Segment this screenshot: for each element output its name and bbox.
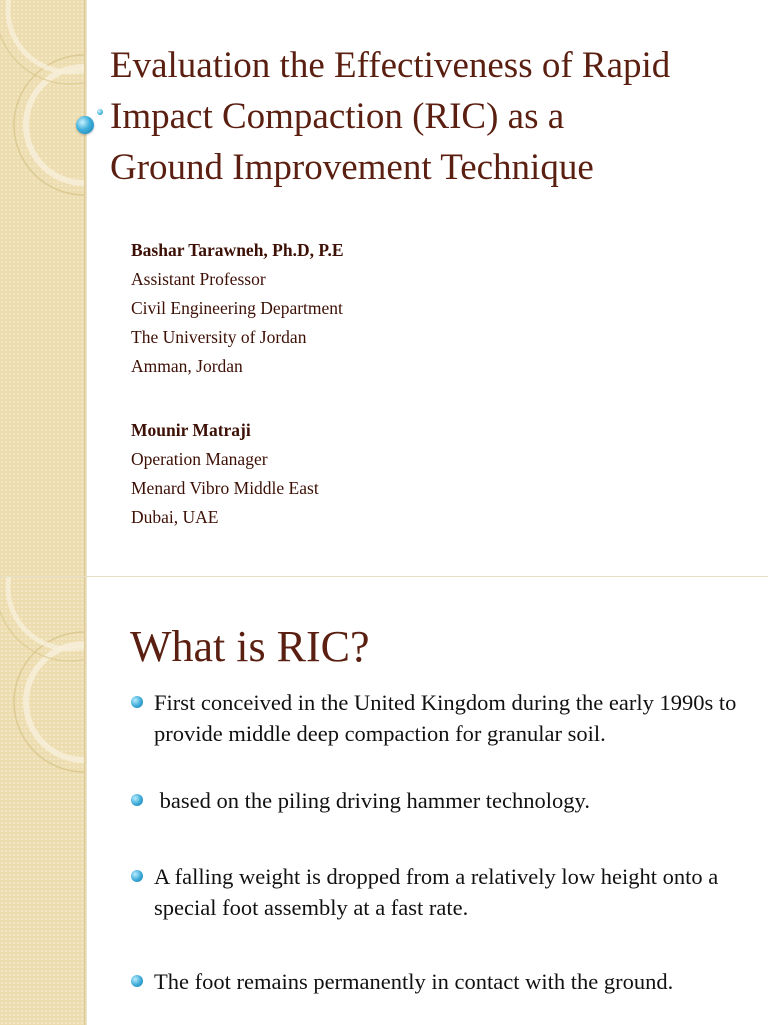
author-detail: Assistant Professor bbox=[131, 269, 266, 289]
title-line: Evaluation the Effectiveness of Rapid bbox=[110, 45, 671, 86]
author-name: Mounir Matraji bbox=[131, 420, 251, 440]
bullet-icon bbox=[131, 975, 143, 987]
accent-small-dot-icon bbox=[97, 109, 103, 115]
decorative-side-band bbox=[0, 0, 84, 576]
bullet-text: based on the piling driving hammer technology. bbox=[154, 788, 590, 813]
slide-heading: What is RIC? bbox=[130, 622, 370, 671]
author-detail: Operation Manager bbox=[131, 449, 268, 469]
bullet-icon bbox=[131, 794, 143, 806]
list-item bbox=[130, 687, 740, 749]
side-band-edge bbox=[84, 577, 87, 1025]
bullet-icon bbox=[131, 696, 143, 708]
accent-bullet-icon bbox=[76, 116, 94, 134]
bullet-text: A falling weight is dropped from a relatively low height onto a special foot assembly at a fast rate. bbox=[154, 864, 719, 920]
list-item bbox=[130, 861, 740, 923]
decorative-circles bbox=[0, 0, 84, 576]
author-block bbox=[131, 416, 319, 532]
title-line: Ground Improvement Technique bbox=[110, 147, 594, 188]
author-detail: The University of Jordan bbox=[131, 327, 307, 347]
bullet-text: The foot remains permanently in contact with the ground. bbox=[154, 969, 674, 994]
author-detail: Amman, Jordan bbox=[131, 356, 243, 376]
decorative-side-band bbox=[0, 577, 84, 1025]
side-band-edge bbox=[84, 0, 87, 576]
author-detail: Dubai, UAE bbox=[131, 507, 219, 527]
content-slide bbox=[0, 576, 768, 1025]
title-line: Impact Compaction (RIC) as a bbox=[110, 96, 565, 137]
author-detail: Civil Engineering Department bbox=[131, 298, 343, 318]
slide-title bbox=[110, 40, 760, 193]
author-name: Bashar Tarawneh, Ph.D, P.E bbox=[131, 240, 344, 260]
list-item bbox=[130, 966, 740, 997]
decorative-circles bbox=[0, 577, 84, 1025]
author-detail: Menard Vibro Middle East bbox=[131, 478, 319, 498]
list-item bbox=[130, 785, 740, 816]
bullet-icon bbox=[131, 870, 143, 882]
bullet-text: First conceived in the United Kingdom during the early 1990s to provide middle deep compaction for granular soil. bbox=[154, 690, 737, 746]
author-block bbox=[131, 236, 344, 381]
